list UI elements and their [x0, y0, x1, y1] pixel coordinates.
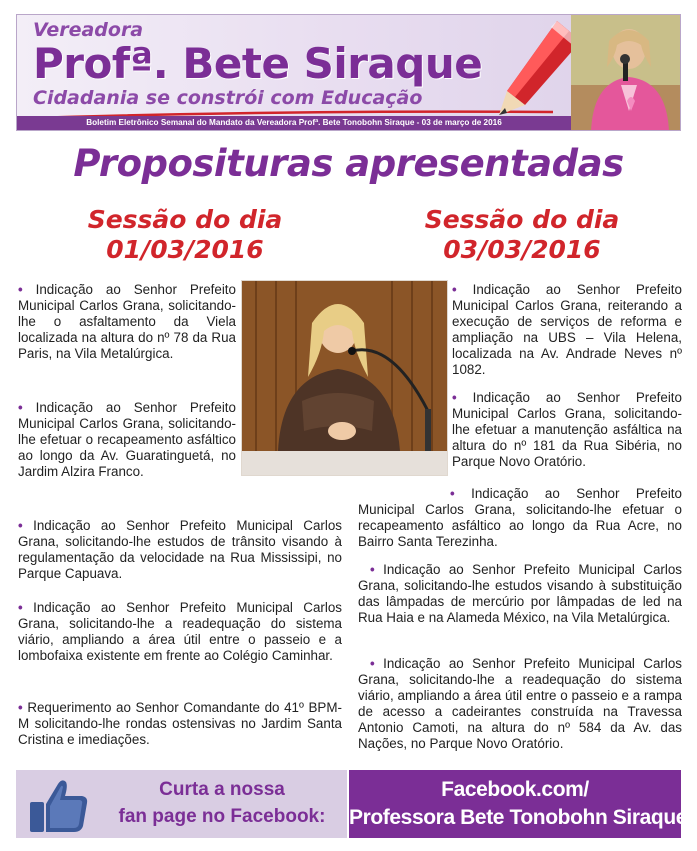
- councilwoman-photo: [571, 15, 681, 131]
- facebook-link-line-2[interactable]: Professora Bete Tonobohn Siraque: [349, 806, 688, 829]
- right-item-2: • Indicação ao Senhor Prefeito Municipal Carlos Grana, solicitando-lhe efetuar a manutenção asfáltica na altura do nº 181 da Rua Sibéria, no Parque Novo Oratório.: [452, 390, 682, 469]
- header-name: Profª. Bete Siraque: [33, 39, 483, 88]
- left-item-2: • Indicação ao Senhor Prefeito Municipal Carlos Grana, solicitando-lhe efetuar o recapeamento asfáltico ao longo da Av. Guaratinguetá, no Jardim Alzira Franco.: [18, 400, 236, 479]
- pencil-logo-icon: [495, 19, 583, 119]
- facebook-cta-text: [102, 776, 342, 830]
- thumbs-up-icon: [28, 776, 90, 834]
- left-session-date: 01/03/2016: [106, 235, 264, 264]
- right-item-5: • Indicação ao Senhor Prefeito Municipal Carlos Grana, solicitando-lhe a readequação do sistema viário, ampliando a área útil entre o passeio e a rampa de acesso a cadeirantes construída na Travessa Antonio Camoti, na altura do nº 584 da Av. das Nações, no Parque Novo Oratório.: [358, 656, 682, 751]
- left-session-heading: [55, 205, 315, 265]
- left-item-1: • Indicação ao Senhor Prefeito Municipal Carlos Grana, solicitando-lhe o asfaltamento da Viela localizada na altura do nº 78 da Rua Paris, na Vila Metalúrgica.: [18, 282, 236, 361]
- left-session-label: Sessão do dia: [87, 205, 283, 234]
- right-session-heading: [392, 205, 652, 265]
- right-session-date: 03/03/2016: [443, 235, 601, 264]
- facebook-link-box[interactable]: [349, 770, 688, 838]
- facebook-link-line-1[interactable]: Facebook.com/: [441, 778, 589, 801]
- left-item-3: • Indicação ao Senhor Prefeito Municipal Carlos Grana, solicitando-lhe estudos de trânsito visando à regulamentação da velocidade na Rua Mississipi, no Parque Capuava.: [18, 518, 342, 581]
- bulletin-bar: Boletim Eletrônico Semanal do Mandato da Vereadora Profª. Bete Tonobohn Siraque - 03 de março de 2016: [17, 116, 571, 130]
- page-title: Proposituras apresentadas: [73, 142, 624, 185]
- facebook-cta-box[interactable]: [16, 770, 347, 838]
- header-slogan: Cidadania se constrói com Educação: [33, 87, 423, 109]
- right-item-3: • Indicação ao Senhor Prefeito Municipal Carlos Grana, solicitando-lhe efetuar o recapeamento asfáltico ao longo da Rua Acre, no Bairro Santa Terezinha.: [358, 486, 682, 549]
- cta-line-2: fan page no Facebook:: [118, 806, 326, 827]
- right-item-1: • Indicação ao Senhor Prefeito Municipal Carlos Grana, reiterando a execução de serviços de reforma e ampliação na UBS – Vila Helena, localizada na Av. Andrade Neves nº 1082.: [452, 282, 682, 377]
- right-session-label: Sessão do dia: [424, 205, 620, 234]
- facebook-link-text[interactable]: [349, 776, 688, 832]
- left-item-4: • Indicação ao Senhor Prefeito Municipal Carlos Grana, solicitando-lhe a readequação do sistema viário, ampliando a área útil entre o passeio e a lombofaixa existente em frente ao Colégio Caminhar.: [18, 600, 342, 663]
- cta-line-1: Curta a nossa: [159, 779, 285, 800]
- header-banner: [16, 14, 681, 131]
- left-item-5: • Requerimento ao Senhor Comandante do 41º BPM-M solicitando-lhe rondas ostensivas no Jardim Santa Cristina e imediações.: [18, 700, 342, 747]
- session-photo: [241, 280, 448, 476]
- right-item-4: • Indicação ao Senhor Prefeito Municipal Carlos Grana, solicitando-lhe estudos visando à substituição das lâmpadas de mercúrio por lâmpadas de led na Rua Haia e na Alameda México, na Vila Metalúrgica.: [358, 562, 682, 625]
- header-role: Vereadora: [33, 19, 144, 41]
